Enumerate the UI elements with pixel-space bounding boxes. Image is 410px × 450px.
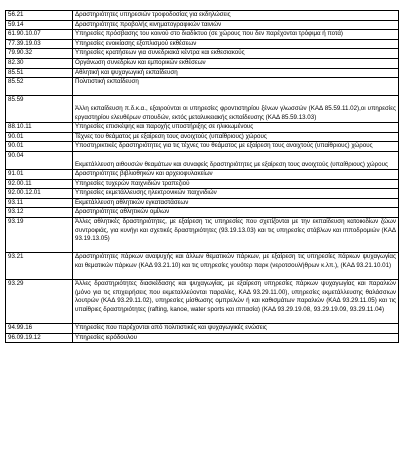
description-text: Άλλες δραστηριότητες διασκέδασης και ψυχαγωγίας, με εξαίρεση υπηρεσίες πάρκων ψυχαγωγίας και παραλιών (μόνο για τις επιχειρήσεις που εκμεταλλεύονται παραλίες, ΚΑΔ 93.29.11.00), υπηρεσίες εκμετάλλευσης θαλάσσιων λουτρών (ΚΑΔ 93.29.11.02), υπηρεσίες μίσθωσης ομπρελών ή και καθισμάτων παραλιών (ΚΑΔ 93.29.11.05) και τις υπαίθριες δραστηριότητες (rafting, kanoe, water sports και ιππασία) (ΚΑΔ 93.29.19.08, 93.29.19.09, 93.29.11.04) [75, 280, 396, 313]
description-text: Δραστηριότητες πάρκων αναψυχής και άλλων θεματικών πάρκων, με εξαίρεση τις υπηρεσίες πάρκων ψυχαγωγίας και θεματικών πάρκων (ΚΑΔ 93.21.10) και τις υπηρεσίες γουότερ παρκ (νεροτσουλήθρων κ.λπ.), (ΚΑΔ 93.21.10.01) [75, 253, 396, 270]
kad-description-cell: Υπηρεσίες εκμετάλλευσης ηλεκτρονικών παιχνιδιών [73, 189, 399, 199]
kad-code-cell: 90.01 [6, 142, 73, 152]
table-row [6, 39, 399, 49]
table-row [6, 253, 399, 280]
table-row [6, 208, 399, 218]
kad-description-cell: Υπηρεσίες πρόσβασης του κοινού στο διαδίκτυο (σε χώρους που δεν παρέχονται τρόφιμα ή ποτά) [73, 30, 399, 40]
table-row [6, 68, 399, 78]
kad-description-cell [73, 142, 399, 152]
kad-code-cell: 82.30 [6, 58, 73, 68]
kad-code-cell: 91.01 [6, 170, 73, 180]
kad-description-cell: Οργάνωση συνεδρίων και εμπορικών εκθέσεων [73, 58, 399, 68]
kad-code-cell: 85.52 [6, 78, 73, 96]
table-row [6, 198, 399, 208]
blank-line [75, 96, 396, 105]
table-row [6, 123, 399, 133]
description-text: Άλλες αθλητικές δραστηριότητες, με εξαίρεση τις υπηρεσίες που σχετίζονται με την εκπαίδευση κατοικιδίων ζώων συντροφιάς, για κυνήγι και σχετικές δραστηριότητες (93.19.13.03) και τις υπηρεσίες στάβλων και ιπποδρομιών (ΚΑΔ 93.19.13.05) [75, 218, 396, 243]
blank-line [75, 244, 396, 253]
table-row [6, 58, 399, 68]
kad-code-cell: 88.10.11 [6, 123, 73, 133]
table-row [6, 179, 399, 189]
table-row [6, 78, 399, 96]
kad-description-cell [73, 78, 399, 96]
kad-code-cell: 90.04 [6, 151, 73, 169]
kad-code-cell: 85.51 [6, 68, 73, 78]
kad-code-cell: 61.90.10.07 [6, 30, 73, 40]
kad-code-cell: 90.01 [6, 132, 73, 142]
kad-description-cell: Υπηρεσίες κρατήσεων για συνεδριακά κέντρα και εκθεσιακούς [73, 49, 399, 59]
kad-description-cell: Αθλητική και ψυχαγωγική εκπαίδευση [73, 68, 399, 78]
table-row [6, 30, 399, 40]
table-row [6, 11, 399, 21]
kad-description-cell: Δραστηριότητες βιβλιοθηκών και αρχειοφυλακείων [73, 170, 399, 180]
kad-description-cell: Υπηρεσίες τυχερών παιχνιδιών τραπεζιού [73, 179, 399, 189]
table-row [6, 20, 399, 30]
kad-code-cell: 93.12 [6, 208, 73, 218]
table-row [6, 49, 399, 59]
kad-code-cell: 96.09.19.12 [6, 333, 73, 343]
description-text: Πολιτιστική εκπαίδευση [75, 78, 139, 86]
table-row [6, 333, 399, 343]
table-row [6, 324, 399, 334]
blank-line [75, 315, 396, 324]
kad-code-cell: 93.11 [6, 198, 73, 208]
description-text: Εκμετάλλευση αιθουσών θεαμάτων και συναφείς δραστηριότητες με εξαίρεση τους ανοιχτούς (υπαίθριους) χώρους [75, 160, 388, 168]
kad-code-cell: 92.00.12.01 [6, 189, 73, 199]
kad-code-cell: 77.39.19.03 [6, 39, 73, 49]
kad-description-cell: Εκμετάλλευση αθλητικών εγκαταστάσεων [73, 198, 399, 208]
table-row [6, 96, 399, 123]
kad-description-cell [73, 280, 399, 324]
kad-description-cell: Τέχνες του θεάματος με εξαίρεση τους ανοιχτούς (υπαίθριους) χώρους [73, 132, 399, 142]
kad-description-cell [73, 151, 399, 169]
kad-description-cell: Δραστηριότητες υπηρεσιών τροφοδοσίας για εκδηλώσεις [73, 11, 399, 21]
kad-code-cell: 56.21 [6, 11, 73, 21]
kad-description-cell: Υπηρεσίες ενοικίασης εξοπλισμού εκθέσεων [73, 39, 399, 49]
kad-code-cell: 59.14 [6, 20, 73, 30]
table-row [6, 280, 399, 324]
table-row [6, 170, 399, 180]
kad-description-cell [73, 96, 399, 123]
kad-description-cell: Δραστηριότητες αθλητικών ομίλων [73, 208, 399, 218]
kad-code-cell: 93.29 [6, 280, 73, 324]
table-row [6, 142, 399, 152]
kad-code-cell: 79.90.32 [6, 49, 73, 59]
kad-code-cell: 93.19 [6, 218, 73, 253]
activity-codes-table [5, 10, 399, 343]
blank-line [75, 152, 396, 161]
kad-description-cell: Υπηρεσίες που παρέχονται από πολιτιστικές και ψυχαγωγικές ενώσεις [73, 324, 399, 334]
kad-description-cell [73, 218, 399, 253]
kad-code-cell: 85.59 [6, 96, 73, 123]
description-text: Υποστηρικτικές δραστηριότητες για τις τέχνες του θεάματος με εξαίρεση τους ανοιχτούς (υπαίθριους) χώρους [75, 142, 373, 150]
kad-description-cell: Υπηρεσίες επισκέψης και παροχής υποστήριξης σε ηλικιωμένους [73, 123, 399, 133]
kad-code-cell: 92.00.11 [6, 179, 73, 189]
blank-line [75, 271, 396, 280]
kad-code-cell: 93.21 [6, 253, 73, 280]
table-row [6, 189, 399, 199]
kad-description-cell: Δραστηριότητες προβολής κινηματογραφικών ταινιών [73, 20, 399, 30]
table-row [6, 132, 399, 142]
kad-description-cell [73, 253, 399, 280]
description-text: Άλλη εκπαίδευση π.δ.κ.α., εξαιρούνται οι υπηρεσίες φροντιστηρίου ξένων γλωσσών (ΚΑΔ 85.59.11.02),οι υπηρεσίες εργαστηρίου ελευθέρων σπουδών, εκτός μεταλυκειακής εκπαίδευσης (ΚΑΔ 85.59.13.03) [75, 104, 396, 121]
table-row [6, 151, 399, 169]
kad-description-cell: Υπηρεσίες ιερόδουλου [73, 333, 399, 343]
blank-line [75, 87, 396, 96]
table-row [6, 218, 399, 253]
kad-code-cell: 94.99.16 [6, 324, 73, 334]
